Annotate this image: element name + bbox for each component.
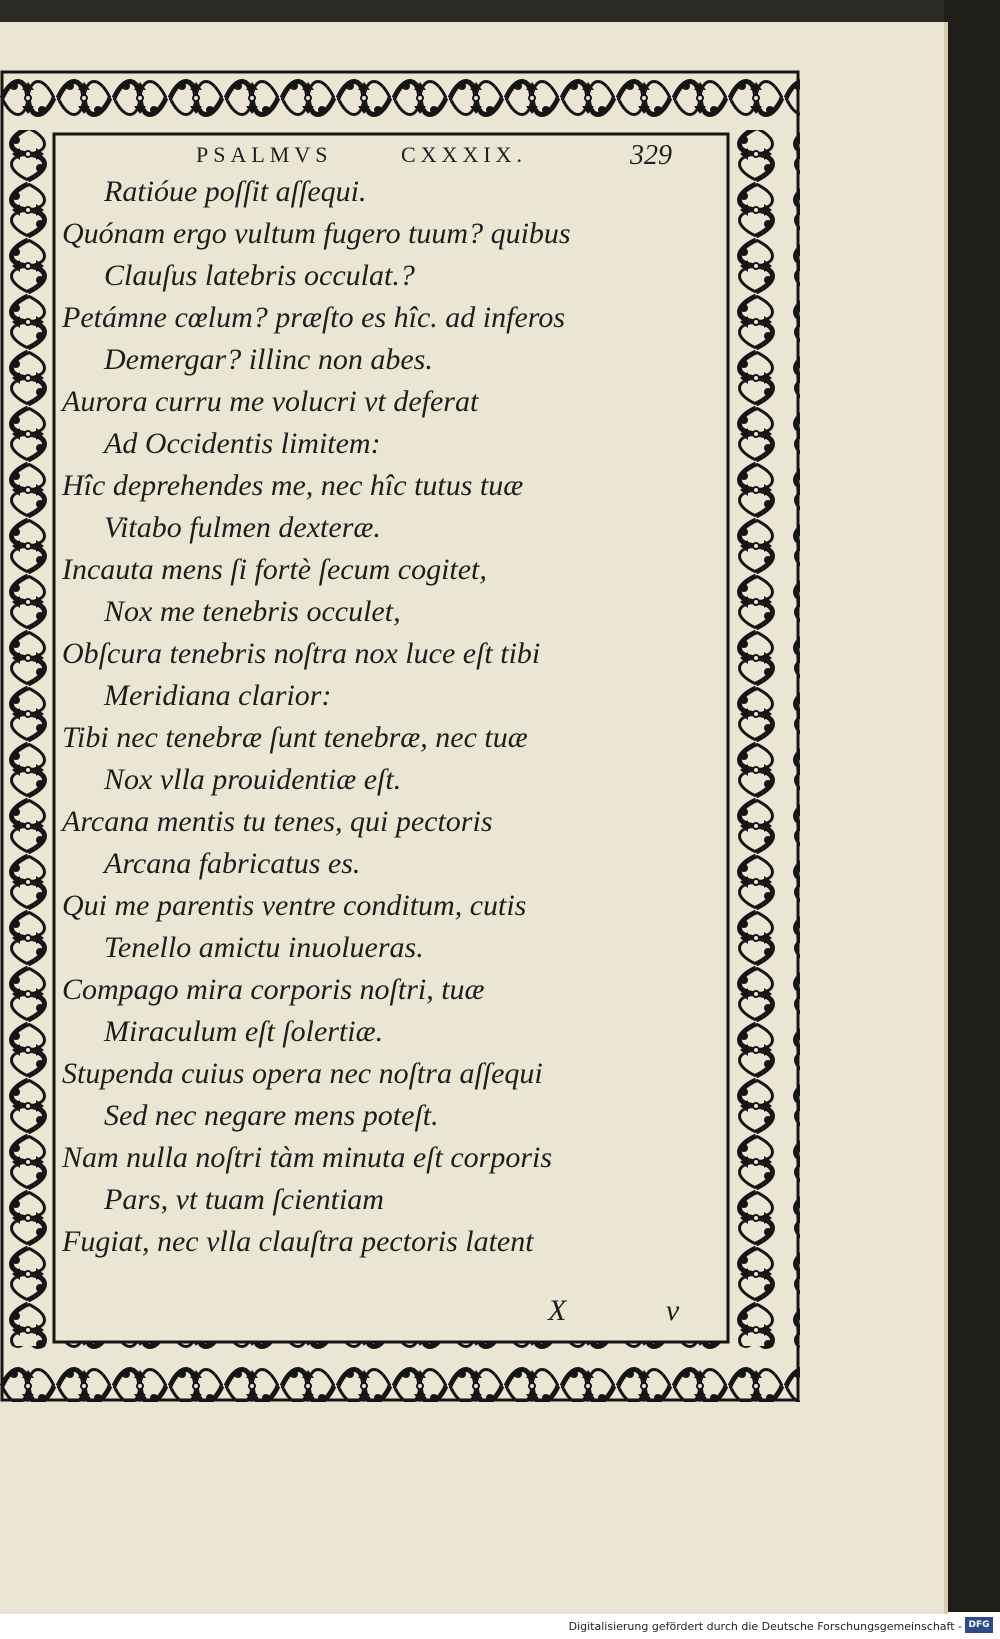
verse-line: Nam nulla noſtri tàm minuta eſt corporis	[62, 1141, 553, 1174]
verse-line: Nox me tenebris occulet,	[104, 595, 401, 628]
verse-line: Miraculum eſt ſolertiæ.	[104, 1015, 384, 1048]
verse-line: Arcana mentis tu tenes, qui pectoris	[62, 805, 493, 838]
verse-line: Hîc deprehendes me, nec hîc tutus tuæ	[62, 469, 524, 502]
verse-line: Vitabo fulmen dexteræ.	[104, 511, 381, 544]
verse-line: Pars, vt tuam ſcientiam	[104, 1183, 384, 1216]
verse-line: Obſcura tenebris noſtra nox luce eſt tibi	[62, 637, 541, 670]
verse-line: Arcana fabricatus es.	[104, 847, 361, 880]
verse-line: Ad Occidentis limitem:	[104, 427, 381, 460]
running-head-title: PSALMVS	[196, 142, 333, 167]
verse-line: Stupenda cuius opera nec noſtra aſſequi	[62, 1057, 543, 1090]
verse-line: Quónam ergo vultum fugero tuum? quibus	[62, 217, 571, 250]
verse-line: Aurora curru me volucri vt deferat	[62, 385, 479, 418]
psalm-numeral: CXXXIX.	[401, 142, 528, 167]
verse-line: Fugiat, nec vlla clauſtra pectoris latent	[62, 1225, 534, 1258]
footer-credit: Digitalisierung gefördert durch die Deutsche Forschungsgemeinschaft -	[568, 1620, 962, 1633]
verse-line: Demergar? illinc non abes.	[104, 343, 433, 376]
verse-line: Qui me parentis ventre conditum, cutis	[62, 889, 527, 922]
verse-line: Petámne cœlum? præſto es hîc. ad inferos	[62, 301, 565, 334]
signature-mark: X v	[548, 1294, 726, 1327]
verse-line: Meridiana clarior:	[104, 679, 332, 712]
verse-line: Tibi nec tenebræ ſunt tenebræ, nec tuæ	[62, 721, 528, 754]
verse-text	[62, 138, 702, 1308]
verse-line: Ratióue poſſit aſſequi.	[104, 175, 367, 208]
scan-top-margin	[0, 0, 1000, 24]
verse-line: Compago mira corporis noſtri, tuæ	[62, 973, 485, 1006]
verse-line: Tenello amictu inuolueras.	[104, 931, 424, 964]
scan-right-margin	[944, 0, 1000, 1612]
verse-line: Incauta mens ſi fortè ſecum cogitet,	[62, 553, 487, 586]
verse-line: Clauſus latebris occulat.?	[104, 259, 415, 292]
page-number: 329	[630, 140, 672, 171]
dfg-logo: DFG	[965, 1617, 993, 1633]
verse-line: Nox vlla prouidentiæ eſt.	[104, 763, 402, 796]
verse-line: Sed nec negare mens poteſt.	[104, 1099, 439, 1132]
